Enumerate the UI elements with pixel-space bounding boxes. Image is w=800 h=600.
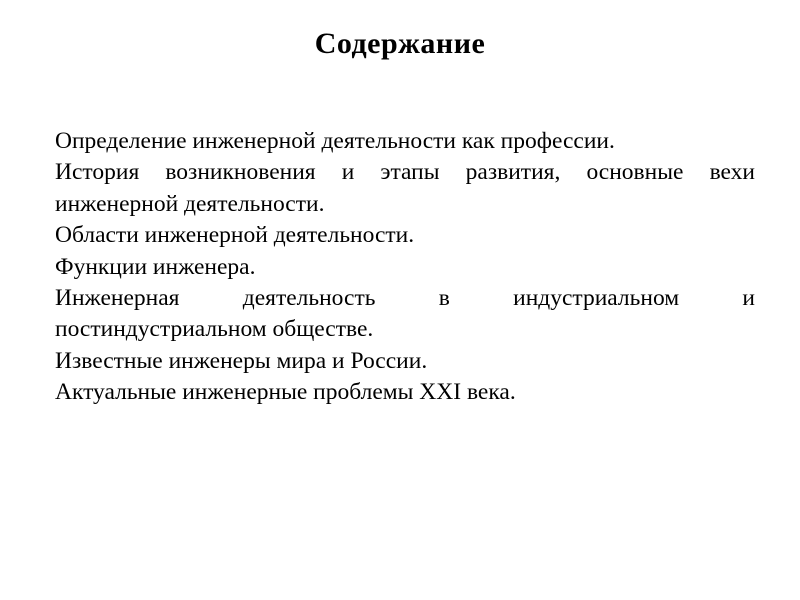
- content-line: Актуальные инженерные проблемы XXI века.: [55, 379, 516, 406]
- content-line: Определение инженерной деятельности как профессии.: [55, 128, 615, 154]
- content-line: Известные инженеры мира и России.: [55, 347, 428, 374]
- content-line: постиндустриальном обществе.: [55, 316, 374, 343]
- content-line: Функции инженера.: [55, 253, 256, 280]
- content-line: Области инженерной деятельности.: [55, 222, 415, 249]
- content-line: инженерной деятельности.: [55, 190, 325, 217]
- content-line: История возникновения и этапы развития, основные вехи: [55, 159, 755, 186]
- slide-body: [55, 126, 755, 409]
- content-line: Инженерная деятельность в индустриальном и: [55, 285, 755, 312]
- slide-title: Содержание: [314, 27, 486, 60]
